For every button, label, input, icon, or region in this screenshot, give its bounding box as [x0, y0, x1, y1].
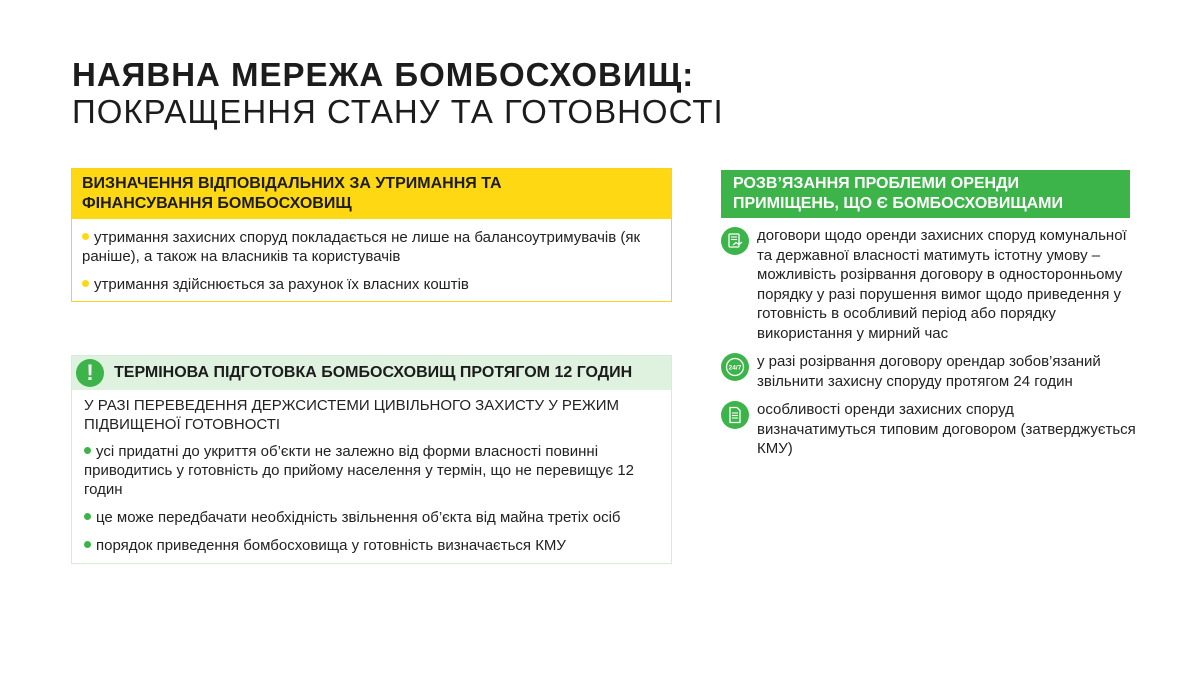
urgent-preparation-list: [84, 442, 659, 555]
list-item-text: порядок приведення бомбосховища у готовність визначається КМУ: [96, 537, 566, 554]
bullet-dot-icon: [84, 447, 91, 454]
list-item: [84, 508, 659, 527]
responsibility-list: [82, 228, 659, 294]
bullet-dot-icon: [84, 513, 91, 520]
list-item: [721, 226, 1136, 343]
rent-solution-list: [721, 226, 1136, 468]
responsibility-card-heading: [72, 169, 671, 219]
clock-24-7-icon: [721, 353, 749, 381]
list-item-text: договори щодо оренди захисних споруд комунальної та державної власності матимуть істотну умову – можливість розірвання договору в односторонньому порядку у разі порушення вимог щодо приведення у готовність в особливий період або порядку використання у мирний час: [757, 227, 1127, 342]
list-item-text: утримання здійснюється за рахунок їх власних коштів: [94, 276, 469, 293]
responsibility-card-body: [72, 219, 671, 301]
urgent-preparation-heading-bar: [72, 356, 671, 390]
list-item-text: у разі розірвання договору орендар зобов’язаний звільнити захисну споруду протягом 24 годин: [757, 353, 1101, 390]
list-item-text: усі придатні до укриття об’єкти не залежно від форми власності повинні приводитись у готовність до прийому населення у термін, що не перевищує 12 годин: [84, 443, 635, 498]
bullet-dot-icon: [82, 233, 89, 240]
page-title: НАЯВНА МЕРЕЖА БОМБОСХОВИЩ:: [72, 56, 695, 93]
list-item: [721, 400, 1136, 459]
responsibility-card: [71, 168, 672, 302]
list-item: [82, 228, 659, 266]
responsibility-heading-line1: ВИЗНАЧЕННЯ ВІДПОВІДАЛЬНИХ ЗА УТРИМАННЯ ТА: [82, 175, 502, 192]
urgent-preparation-body: [72, 390, 671, 563]
bullet-dot-icon: [84, 541, 91, 548]
exclamation-icon: !: [76, 359, 104, 387]
list-item-text: особливості оренди захисних споруд визначатимуться типовим договором (затверджується КМУ): [757, 401, 1136, 457]
rent-heading-line2: ПРИМІЩЕНЬ, ЩО Є БОМБОСХОВИЩАМИ: [733, 195, 1063, 212]
list-item: [84, 442, 659, 499]
clock-24-7-label: 24/7: [728, 364, 742, 372]
list-item: [82, 275, 659, 294]
rent-solution-heading: [721, 170, 1130, 218]
page-subtitle: ПОКРАЩЕННЯ СТАНУ ТА ГОТОВНОСТІ: [72, 93, 724, 130]
contract-handshake-icon: [721, 227, 749, 255]
urgent-preparation-heading: ТЕРМІНОВА ПІДГОТОВКА БОМБОСХОВИЩ ПРОТЯГОМ 12 ГОДИН: [114, 364, 633, 381]
urgent-preparation-card: [71, 355, 672, 564]
document-icon: [721, 401, 749, 429]
responsibility-heading-line2: ФІНАНСУВАННЯ БОМБОСХОВИЩ: [82, 195, 352, 212]
list-item-text: це може передбачати необхідність звільнення об’єкта від майна третіх осіб: [96, 509, 621, 526]
bullet-dot-icon: [82, 280, 89, 287]
list-item: [721, 352, 1136, 391]
urgent-preparation-intro: У РАЗІ ПЕРЕВЕДЕННЯ ДЕРЖСИСТЕМИ ЦИВІЛЬНОГО ЗАХИСТУ У РЕЖИМ ПІДВИЩЕНОЇ ГОТОВНОСТІ: [84, 397, 620, 433]
list-item: [84, 536, 659, 555]
list-item-text: утримання захисних споруд покладається не лише на балансоутримувачів (як раніше), а також на власників та користувачів: [82, 229, 641, 265]
rent-heading-line1: РОЗВ’ЯЗАННЯ ПРОБЛЕМИ ОРЕНДИ: [733, 175, 1019, 192]
